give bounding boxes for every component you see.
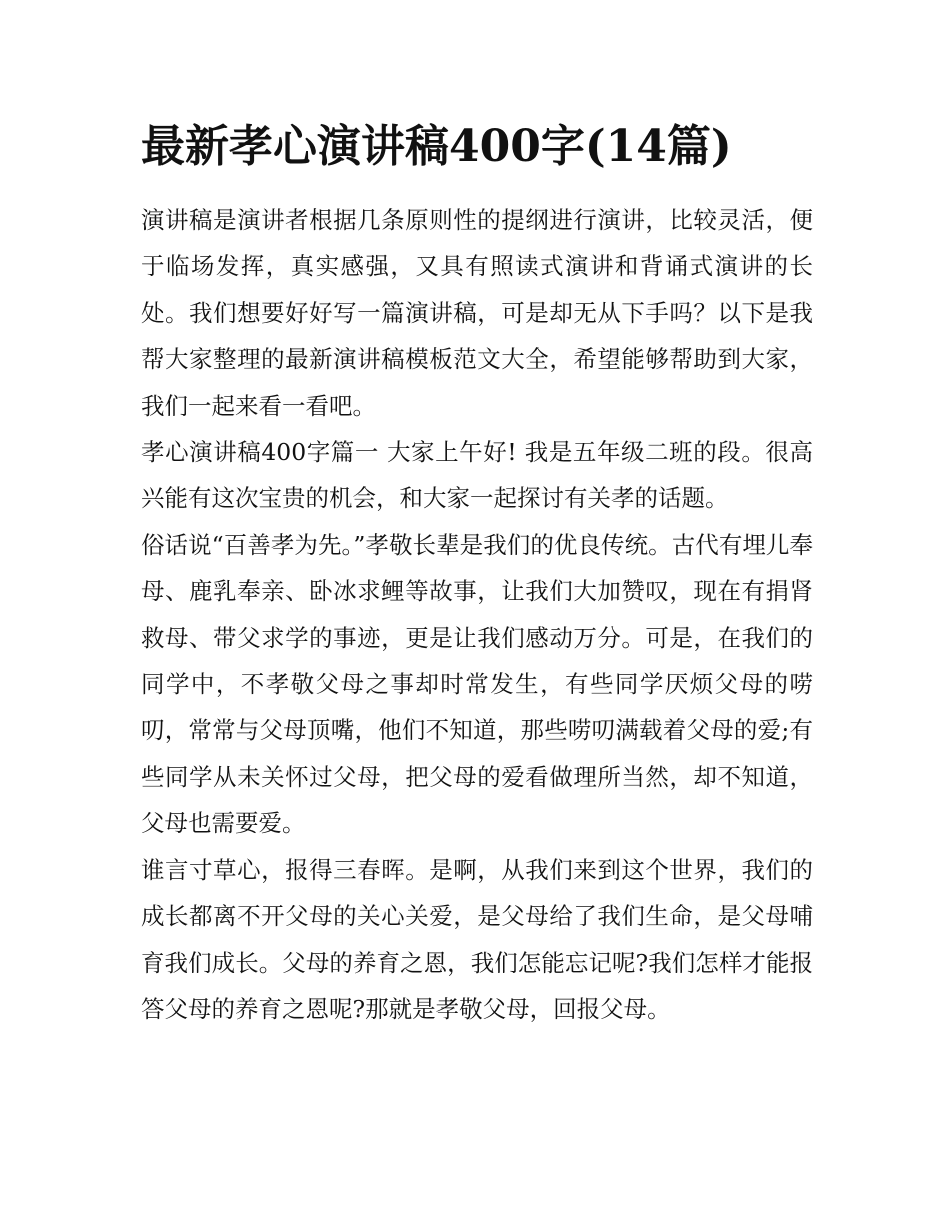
paragraph-repay-parents: 谁言寸草心，报得三春晖。是啊，从我们来到这个世界，我们的成长都离不开父母的关心关爱，是父母给了我们生命，是父母哺育我们成长。父母的养育之恩，我们怎能忘记呢?我们怎样才能报答父母的养育之恩呢?那就是孝敬父母，回报父母。 [141,855,813,1023]
document-content [141,112,813,1032]
paragraph-intro: 演讲稿是演讲者根据几条原则性的提纲进行演讲，比较灵活，便于临场发挥，真实感强，又具有照读式演讲和背诵式演讲的长处。我们想要好好写一篇演讲稿，可是却无从下手吗？以下是我帮大家整理的最新演讲稿模板范文大全，希望能够帮助到大家，我们一起来看一看吧。 [141,206,813,420]
document-title: 最新孝心演讲稿400字(14篇) [141,121,732,172]
paragraph-filial-tradition: 俗话说“百善孝为先。”孝敬长辈是我们的优良传统。古代有埋儿奉母、鹿乳奉亲、卧冰求鲤等故事，让我们大加赞叹，现在有捐肾救母、带父求学的事迹，更是让我们感动万分。可是，在我们的同学中，不孝敬父母之事却时常发生，有些同学厌烦父母的唠叨，常常与父母顶嘴，他们不知道，那些唠叨满载着父母的爱;有些同学从未关怀过父母，把父母的爱看做理所当然，却不知道，父母也需要爱。 [141,530,813,838]
document-body [141,197,813,1032]
paragraph-speech-opening: 孝心演讲稿400字篇一 大家上午好! 我是五年级二班的段。很高兴能有这次宝贵的机会，和大家一起探讨有关孝的话题。 [141,438,813,513]
